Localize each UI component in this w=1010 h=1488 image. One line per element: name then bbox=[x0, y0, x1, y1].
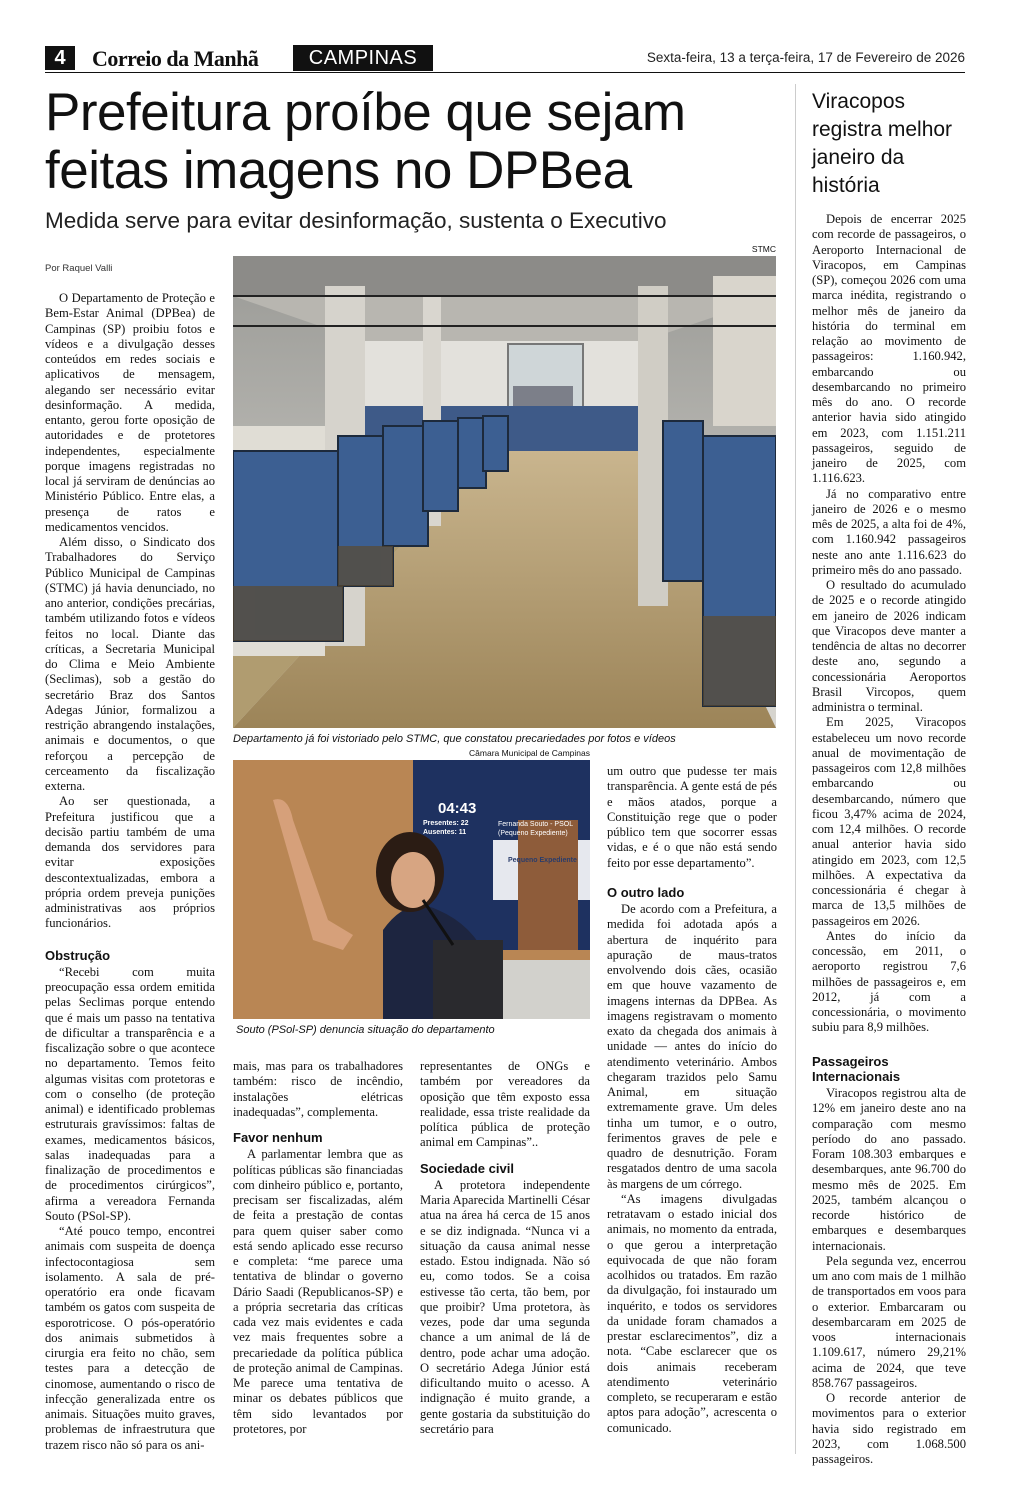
paragraph: O Departamento de Proteção e Bem-Estar Animal (DPBea) de Campinas (SP) proibiu fotos e vídeos e a divulgação desses conteúdos em redes sociais e aplicativos de mensagem, alegando ser necessário evitar desinformação. A medida, entanto, gerou forte oposição de autoridades e de protetores independentes, especialmente porque imagens registradas no local já serviram de denúncias ao Ministério Público. Entre elas, a presença de ratos e medicamentos vencidos. bbox=[45, 291, 215, 534]
subhead-sociedade-civil: Sociedade civil bbox=[420, 1160, 514, 1176]
paragraph: Viracopos registrou alta de 12% em janeiro deste ano na comparação com mesmo período do ano passado. Foram 108.303 embarques e desembarques, ante 96.700 do mesmo mês de 2025. Em 2025, também alcançou o recorde histórico de embarques e desembarques internacionais. bbox=[812, 1086, 966, 1253]
kennel-photo bbox=[233, 256, 776, 728]
paragraph: representantes de ONGs e também por vereadores da oposição que têm exposto essa realidade, essa triste realidade da política pública de proteção animal em Campinas”.. bbox=[420, 1059, 590, 1150]
article-column-4 bbox=[607, 764, 777, 1436]
screen-ausentes: Ausentes: 11 bbox=[423, 829, 467, 836]
photo1-caption: Departamento já foi vistoriado pelo STMC, que constatou precariedades por fotos e vídeos bbox=[233, 733, 676, 745]
side-headline: Viracopos registra melhor janeiro da história bbox=[812, 90, 953, 197]
paragraph: O recorde anterior de movimentos para o exterior havia sido registrado em 2023, com 1.068.500 passageiros. bbox=[812, 1391, 966, 1466]
subheadline: Medida serve para evitar desinformação, sustenta o Executivo bbox=[45, 208, 667, 233]
section-label: CAMPINAS bbox=[293, 45, 433, 71]
paragraph: “Recebi com muita preocupação essa ordem emitida pelas Seclimas porque entendo que é mais um passo na tentativa de dificultar a transparência e a fiscalização sobre o que acontece no departamento. Temos feito algumas visitas com protetoras e com o conselho (de proteção animal) e identificado problemas estruturais gravíssimos: faltas de exames, medicamentos básicos, salas inadequadas para a finalização de procedimentos e de procedimentos cirúrgicos”, afirma a vereadora Fernanda Souto (PSol-SP). bbox=[45, 964, 215, 1223]
article-column-3 bbox=[420, 1059, 590, 1437]
kennel-photo-illustration bbox=[233, 256, 776, 728]
side-article-column bbox=[812, 212, 966, 1467]
paragraph: Antes do início da concessão, em 2011, o aeroporto registrou 7,6 milhões de passageiros e, em 2012, já com a concessionária, o movimento subiu para 8,9 milhões. bbox=[812, 928, 966, 1035]
screen-time: 04:43 bbox=[438, 800, 477, 817]
subhead-obstrucao: Obstrução bbox=[45, 947, 111, 963]
paragraph: Já no comparativo entre janeiro de 2026 e o mesmo mês de 2025, a alta foi de 4%, com 1.160.942 passageiros neste ano ante 1.116.623 do primeiro mês do ano passado. bbox=[812, 486, 966, 577]
screen-presentes: Presentes: 22 bbox=[423, 820, 469, 827]
page-number: 4 bbox=[54, 47, 66, 69]
paragraph: um outro que pudesse ter mais transparência. A gente está de pés e mãos atados, porque a Constituição rege que o poder público tem que socorrer essas vidas, e é o que não está sendo feito por esse departamento”. bbox=[607, 764, 777, 870]
header-rule bbox=[45, 72, 965, 73]
article-column-1 bbox=[45, 291, 215, 1453]
subhead-outro-lado: O outro lado bbox=[607, 884, 685, 900]
paragraph: A protetora independente Maria Aparecida Martinelli César atua na área há cerca de 15 anos e se diz indignada. “Nunca vi a situação da causa animal nesse estado. Estou indignada. Não só eu, como todos. Se a coisa estivesse tão certa, tão bem, por que proibir? Uma protetora, às vezes, pode dar uma segunda chance a um animal de lá de dentro, pode achar uma adoção. O secretário Adega Júnior está dificultando muito o acesso. A indignação é muito grande, a gente gostaria da substituição do secretário para bbox=[420, 1177, 590, 1436]
masthead: Correio da Manhã bbox=[92, 46, 259, 71]
councilwoman-photo bbox=[233, 760, 590, 1019]
sidebar-rule bbox=[795, 84, 796, 1454]
councilwoman-photo-illustration bbox=[233, 760, 590, 1019]
paragraph: Depois de encerrar 2025 com recorde de passageiros, o Aeroporto Internacional de Viracopos, em Campinas (SP), começou 2026 com uma marca inédita, registrando o melhor mês de janeiro da história do terminal em relação ao movimento de passageiros: 1.160.942, embarcando ou desembarcando no primeiro mês do ano. O recorde anterior havia sido atingido em 2023, com 1.151.211 passageiros, seguido de janeiro de 2025, com 1.116.623. bbox=[812, 212, 966, 486]
paragraph: mais, mas para os trabalhadores também: risco de incêndio, instalações elétricas inadequadas”, complementa. bbox=[233, 1059, 403, 1119]
screen-speaker: Fernanda Souto - PSOL (Pequeno Expediente) bbox=[498, 821, 573, 837]
photo-credit-stmc: STMC bbox=[751, 244, 776, 254]
article-column-2 bbox=[233, 1059, 403, 1437]
subhead-passageiros-internacionais: Passageiros Internacionais bbox=[812, 1053, 901, 1084]
photo2-caption: Souto (PSol-SP) denuncia situação do departamento bbox=[236, 1024, 495, 1036]
paragraph: A parlamentar lembra que as políticas públicas são financiadas com dinheiro público e, portanto, precisam ser fiscalizadas, além de feita a prestação de contas para quem quiser saber como está sendo aplicado esse recurso e completa: “me parece uma tentativa de blindar o governo Dário Saadi (Republicanos-SP) e a própria secretaria das críticas cada vez mais evidentes e cada vez mais frequentes sobre a precariedade da política pública de proteção animal de Campinas. Me parece uma tentativa de minar os debates públicos que têm sido levantados por protetores, por bbox=[233, 1147, 403, 1436]
paragraph: De acordo com a Prefeitura, a medida foi adotada após a abertura de inquérito para apuração de maus-tratos envolvendo dois cães, ocasião em que houve vazamento de imagens internas da DPBea. As imagens registravam o momento exato da chegada dos animais à unidade — antes do início do atendimento veterinário. Ambos chegaram trazidos pelo Samu Animal, em situação extremamente grave. Um deles tinha um tumor, e o outro, ferimentos graves de pele e quadro de desnutrição. Foram resgatados dentro de uma sacola às margens de um córrego. bbox=[607, 902, 777, 1191]
paragraph: Ao ser questionada, a Prefeitura justificou que a decisão partiu também de uma demanda dos servidores para evitar exposições descontextualizadas, embora a própria ordem preveja punições administrativas aos próprios funcionários. bbox=[45, 794, 215, 931]
subhead-favor-nenhum: Favor nenhum bbox=[233, 1130, 323, 1145]
headline: Prefeitura proíbe que sejam feitas imagens no DPBea bbox=[45, 83, 686, 200]
paragraph: “Até pouco tempo, encontrei animais com suspeita de doença infectocontagiosa sem isolamento. A sala de pré-operatório era onde ficavam também os gatos com suspeita de esporotricose. O pós-operatório dos animais submetidos à cirurgia era feito no chão, sem testes para a detecção de cinomose, aumentando o risco de infecção generalizada entre os animais. Situações muito graves, problemas de infraestrutura que trazem risco não só para os ani- bbox=[45, 1224, 215, 1452]
paragraph: Em 2025, Viracopos estabeleceu um novo recorde anual de movimentação de passageiros com 12,8 milhões embarcando ou desembarcando, número que ficou 3,47% acima de 2024, com 12,4 milhões. O recorde anual anterior havia sido atingido em 2023, com 12,5 milhões. A expectativa da concessionária é chegar à marca de 13,5 milhões de passageiros em 2026. bbox=[812, 715, 966, 928]
paragraph: Além disso, o Sindicato dos Trabalhadores do Serviço Público Municipal de Campinas (STMC) já havia denunciado, no ano anterior, condições precárias, também utilizando fotos e vídeos feitos no local. Diante das críticas, a Secretaria Municipal do Clima e Meio Ambiente (Seclimas), sob a gestão do secretário Braz dos Santos Adegas Júnior, formalizou a restrição abrangendo instalações, animais e documentos, o que reforçou a percepção de cerceamento da fiscalização externa. bbox=[45, 535, 215, 793]
byline: Por Raquel Valli bbox=[45, 263, 113, 274]
photo-credit-camara: Câmara Municipal de Campinas bbox=[469, 748, 590, 758]
paragraph: O resultado do acumulado de 2025 e o recorde atingido em janeiro de 2026 indicam que Viracopos deve manter a tendência de altas no decorrer deste ano, segundo a concessionária Aeroportos Brasil Vircopos, quem administra o terminal. bbox=[812, 578, 966, 714]
paragraph: Pela segunda vez, encerrou um ano com mais de 1 milhão de transportados em voos para o exterior. Embarcaram ou desembarcaram em 2025 de voos internacionais 1.109.617, número 29,21% acima de 2024, que teve 858.767 passageiros. bbox=[812, 1253, 966, 1390]
paragraph: “As imagens divulgadas retratavam o estado inicial dos animais, no momento da entrada, o que gerou a interpretação equivocada de que não foram acolhidos ou tratados. Em razão da divulgação, foi instaurado um inquérito, e todos os servidores da unidade foram chamados a prestar esclarecimentos”, diz a nota. “Cabe esclarecer que os dois animais receberam atendimento veterinário completo, se recuperaram e estão aptos para adoção”, acrescenta o comunicado. bbox=[607, 1191, 777, 1435]
screen-session: Pequeno Expediente bbox=[508, 857, 577, 864]
issue-date: Sexta-feira, 13 a terça-feira, 17 de Fevereiro de 2026 bbox=[646, 50, 965, 65]
